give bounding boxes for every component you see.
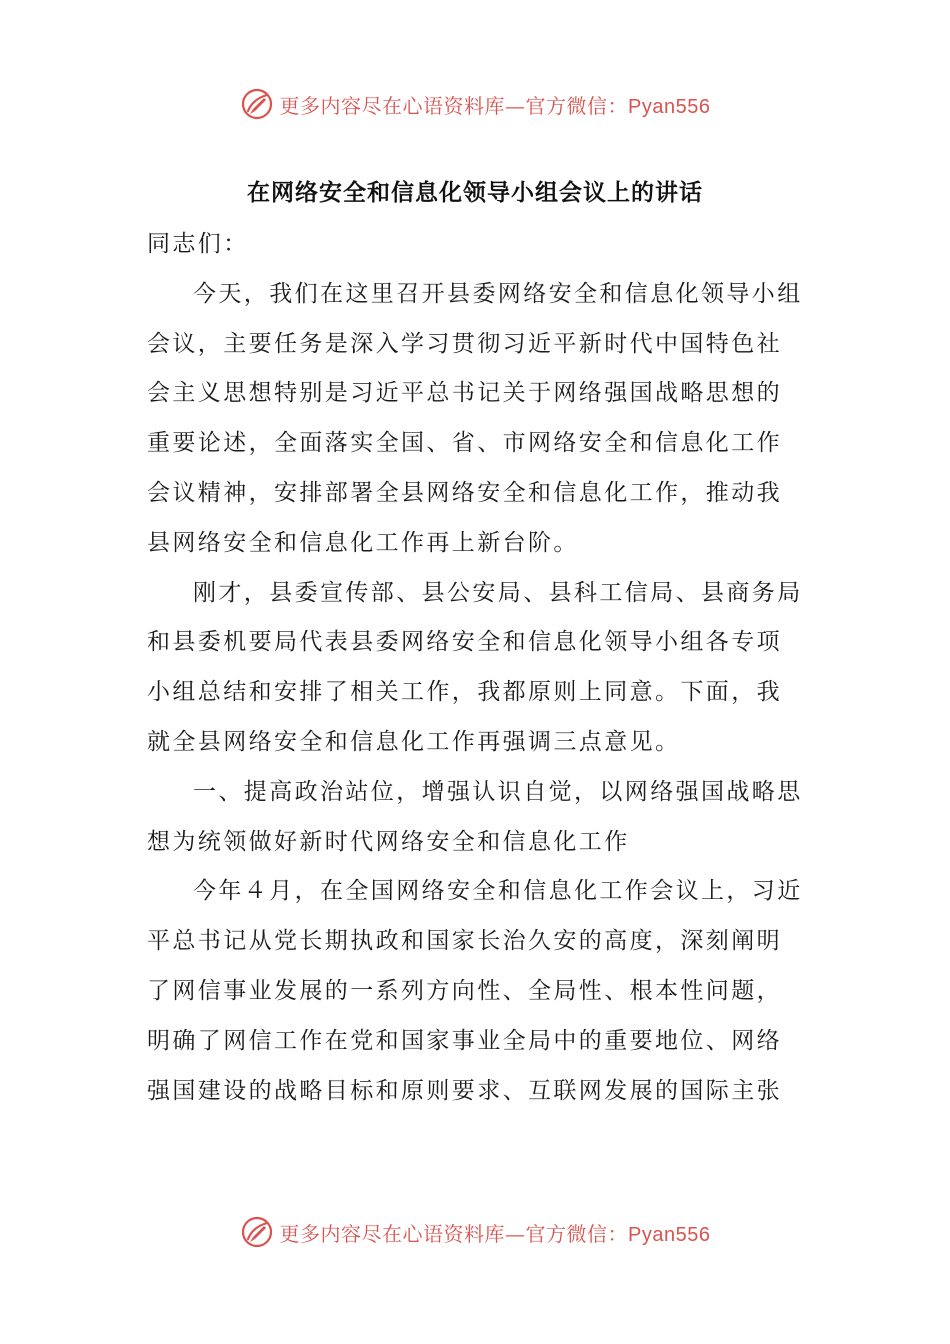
- watermark-wechat-id: Pyan556: [628, 95, 711, 118]
- paragraph: 今天，我们在这里召开县委网络安全和信息化领导小组会议，主要任务是深入学习贯彻习近平新时代中国特色社会主义思想特别是习近平总书记关于网络强国战略思想的重要论述，全面落实全国、省、市网络安全和信息化工作会议精神，安排部署全县网络安全和信息化工作，推动我县网络安全和信息化工作再上新台阶。: [147, 280, 803, 556]
- pen-logo-icon: [240, 1215, 274, 1249]
- header-watermark: [0, 84, 950, 124]
- footer-watermark: [0, 1212, 950, 1252]
- watermark-text: 更多内容尽在心语资料库—官方微信：Pyan556: [279, 1221, 711, 1246]
- salutation: 同志们：: [147, 231, 249, 257]
- watermark-wechat-id: Pyan556: [628, 1223, 711, 1246]
- paragraph: 今年４月，在全国网络安全和信息化工作会议上，习近平总书记从党长期执政和国家长治久安的高度，深刻阐明了网信事业发展的一系列方向性、全局性、根本性问题，明确了网信工作在党和国家事业全局中的重要地位、网络强国建设的战略目标和原则要求、互联网发展的国际主张: [147, 878, 803, 1104]
- section-heading: 一、提高政治站位，增强认识自觉，以网络强国战略思想为统领做好新时代网络安全和信息化工作: [147, 778, 803, 855]
- document-body: [147, 220, 807, 1116]
- paragraph: 刚才，县委宣传部、县公安局、县科工信局、县商务局和县委机要局代表县委网络安全和信息化领导小组各专项小组总结和安排了相关工作，我都原则上同意。下面，我就全县网络安全和信息化工作再强调三点意见。: [147, 579, 803, 755]
- watermark-text: 更多内容尽在心语资料库—官方微信：Pyan556: [279, 93, 711, 118]
- document-title: 在网络安全和信息化领导小组会议上的讲话: [247, 180, 703, 206]
- pen-logo-icon: [240, 87, 274, 121]
